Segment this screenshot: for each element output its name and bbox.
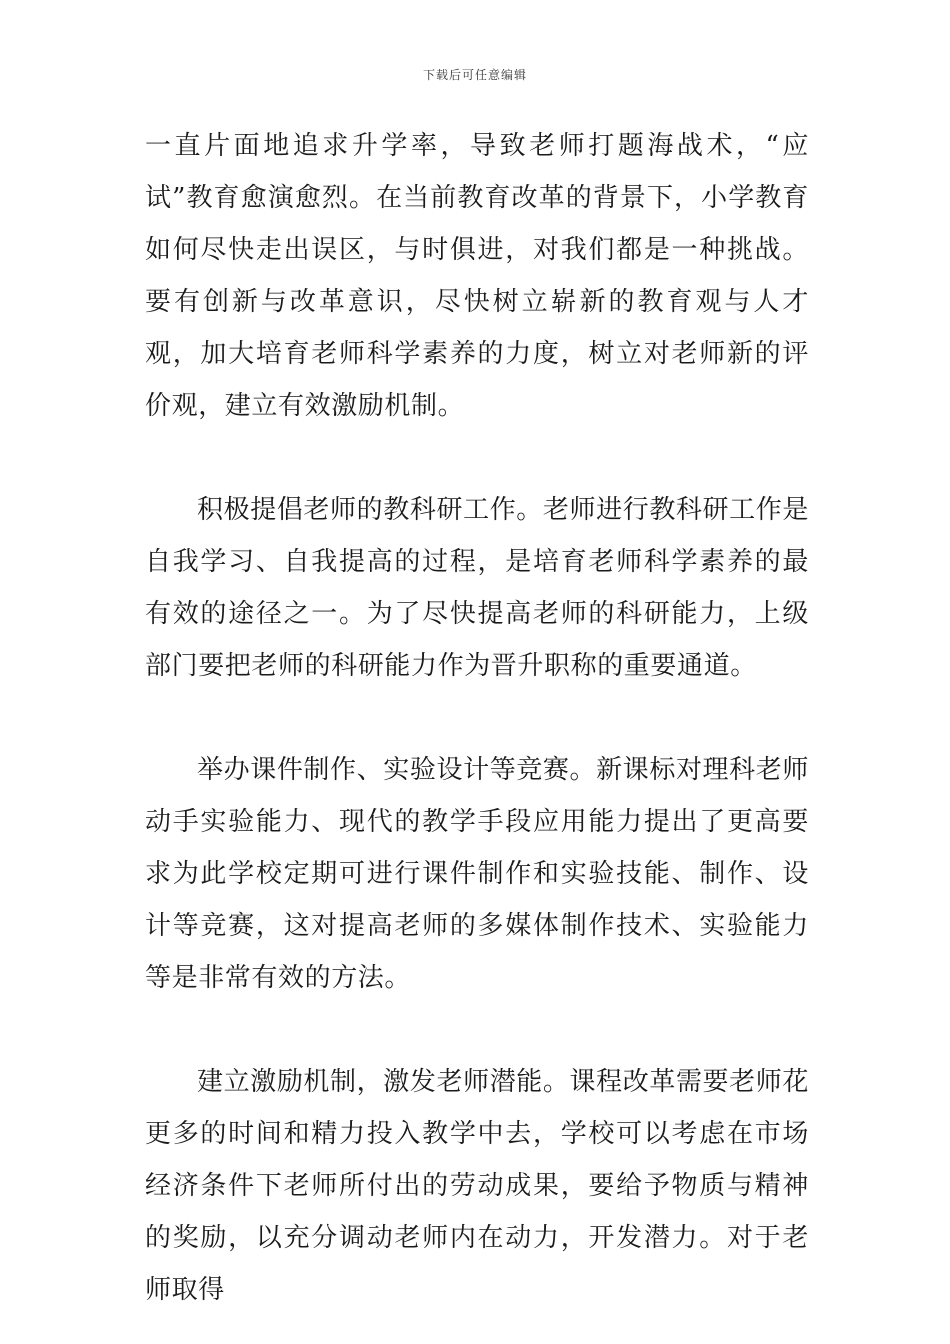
paragraph-research: 积极提倡老师的教科研工作。老师进行教科研工作是自我学习、自我提高的过程，是培育老师科学素养的最有效的途径之一。为了尽快提高老师的科研能力，上级部门要把老师的科研能力作为晋升职称的重要通道。 (145, 495, 809, 681)
header-note: 下载后可任意编辑 (422, 68, 527, 82)
paragraph-continuation: 一直片面地追求升学率，导致老师打题海战术，“应试”教育愈演愈烈。在当前教育改革的背景下，小学教育如何尽快走出误区，与时俱进，对我们都是一种挑战。要有创新与改革意识，尽快树立崭新的教育观与人才观，加大培育老师科学素养的力度，树立对老师新的评价观，建立有效激励机制。 (145, 131, 809, 421)
document-body (145, 120, 809, 1316)
paragraph-competition: 举办课件制作、实验设计等竞赛。新课标对理科老师动手实验能力、现代的教学手段应用能力提出了更高要求为此学校定期可进行课件制作和实验技能、制作、设计等竞赛，这对提高老师的多媒体制作技术、实验能力等是非常有效的方法。 (145, 755, 809, 993)
paragraph-incentive: 建立激励机制，激发老师潜能。课程改革需要老师花更多的时间和精力投入教学中去，学校可以考虑在市场经济条件下老师所付出的劳动成果，要给予物质与精神的奖励，以充分调动老师内在动力，开发潜力。对于老师取得 (145, 1067, 809, 1305)
